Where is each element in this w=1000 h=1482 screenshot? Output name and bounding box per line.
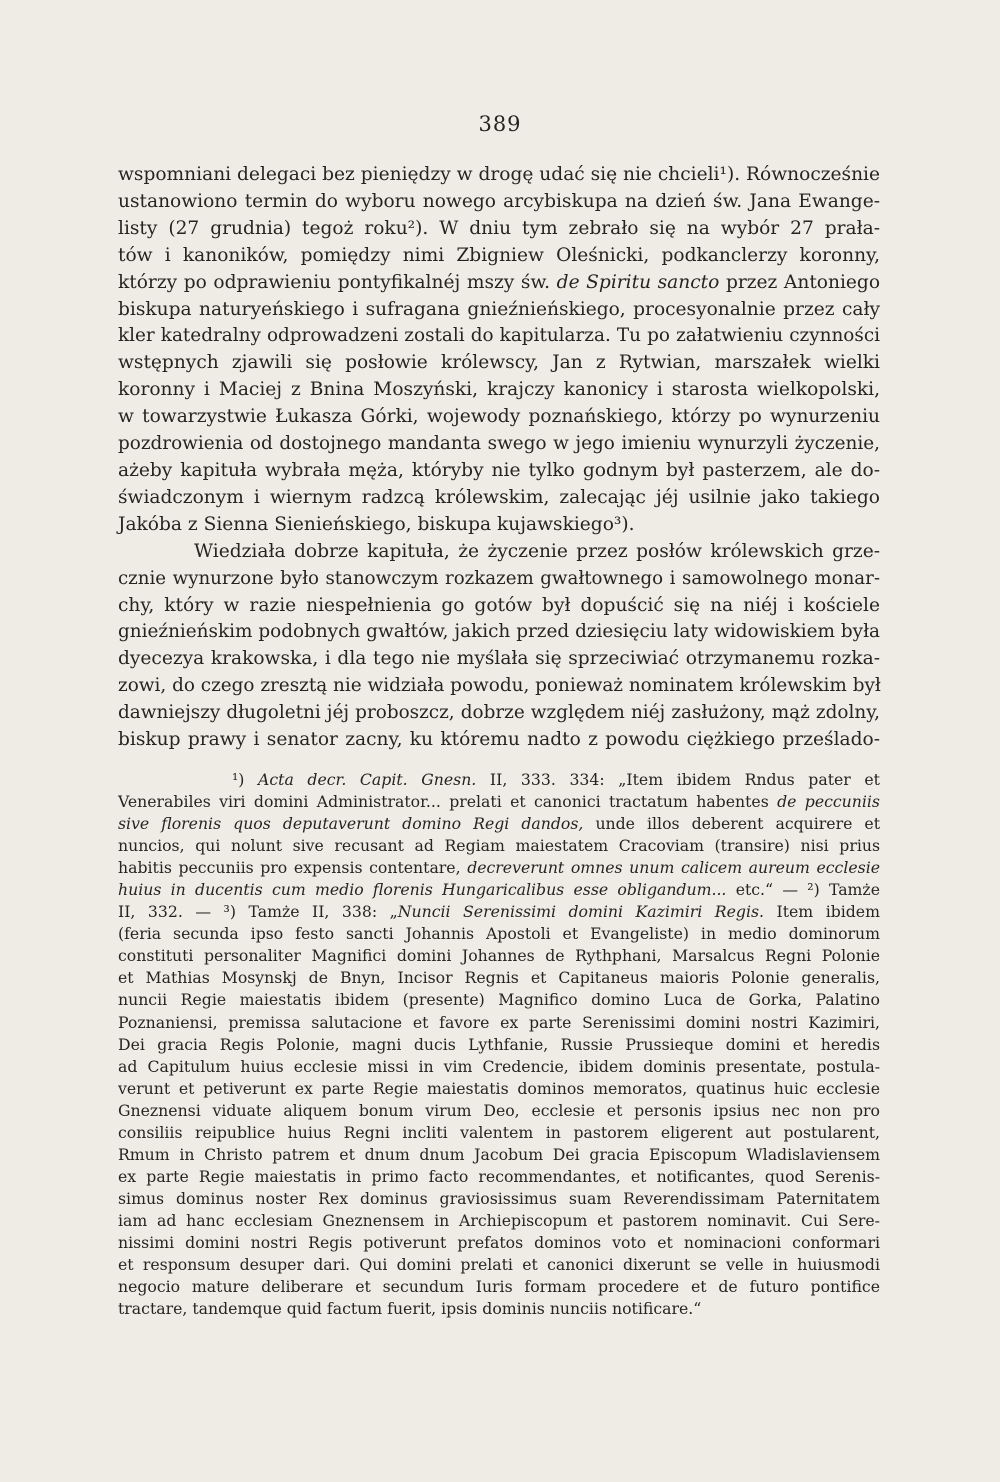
footnote-line — [118, 879, 880, 901]
text-line: w towarzystwie Łukasza Górki, wojewody poznańskiego, którzy po wynurzeniu — [118, 406, 880, 428]
text-line: biskup prawy i senator zacny, ku któremu nadto z powodu ciężkiego prześlado- — [118, 729, 880, 751]
footnote-line: simus dominus noster Rex dominus graviosissimus suam Reverendissimam Paternitatem — [118, 1188, 880, 1208]
text-line: Jakóba z Sienna Sienieńskiego, biskupa kujawskiego³). — [118, 513, 635, 535]
text-line: pozdrowienia od dostojnego mandanta swego w jego imieniu wynurzyli życzenie, — [118, 433, 880, 455]
footnote-line: consiliis reipublice huius Regni incliti valentem in pastorem eligerent aut postularent, — [118, 1122, 880, 1142]
footnote-line: iam ad hanc ecclesiam Gneznensem in Archiepiscopum et pastorem nominavit. Cui Sere- — [118, 1210, 880, 1230]
footnote-line — [118, 857, 880, 879]
footnote-line: tractare, tandemque quid factum fuerit, ipsis dominis nunciis notificare.“ — [118, 1299, 702, 1319]
italic-phrase: huius in ducentis cum medio florenis Hungaricalibus esse obligandum... — [118, 880, 727, 900]
text-line: ażeby kapituła wybrała męża, któryby nie tylko godnym był pasterzem, ale do- — [118, 459, 880, 481]
text-line: wstępnych zjawili się posłowie królewscy, Jan z Rytwian, marszałek wielki — [118, 352, 880, 374]
footnote-line: (feria secunda ipso festo sancti Johannis Apostoli et Evangeliste) in medio dominorum — [118, 924, 880, 944]
footnote-line: Rmum in Christo patrem et dnum dnum Jacobum Dei gracia Episcopum Wladislaviensem — [118, 1144, 880, 1164]
footnote-line: ex parte Regie maiestatis in primo facto recommendantes, et notificantes, quod Serenis- — [118, 1166, 880, 1186]
italic-phrase: sive florenis quos deputaverunt domino Regi dandos, — [118, 814, 584, 834]
text-line — [118, 270, 880, 297]
footnote-line: Dei gracia Regis Polonie, magni ducis Lythfanie, Russie Prussieque domini et heredis — [118, 1034, 880, 1054]
text-line: wspomniani delegaci bez pieniędzy w drogę udać się nie chcieli¹). Równocześnie — [118, 164, 880, 185]
footnote-marker: ¹) — [232, 770, 245, 789]
text-run: unde illos deberent acquirere et — [595, 814, 880, 834]
italic-phrase: de Spiritu sancto — [556, 271, 720, 293]
footnote-line — [118, 769, 880, 791]
text-line: listy (27 grudnia) tegoż roku²). W dniu tym zebrało się na wybór 27 prała- — [118, 217, 880, 239]
footnote-line — [118, 791, 880, 813]
text-line: świadczonym i wiernym radzcą królewskim, zalecając jéj usilnie jako takiego — [118, 486, 880, 508]
paragraph-first-line: Wiedziała dobrze kapituła, że życzenie przez posłów królewskich grze- — [194, 540, 880, 562]
footnotes — [118, 769, 880, 1320]
footnote-line: et responsum desuper dari. Qui domini prelati et canonici dixerunt se velle in huiusmodi — [118, 1255, 880, 1275]
footnote-line — [118, 901, 880, 923]
footnote-line: nuncios, qui nolunt sive recusant ad Regiam maiestatem Cracoviam (transire) nisi prius — [118, 836, 880, 856]
text-line: kler katedralny odprowadzeni zostali do kapitularza. Tu po załatwieniu czynności — [118, 325, 880, 347]
footnote-line — [118, 813, 880, 835]
text-line: chy, który w razie niespełnienia go gotów był dopuścić się na niéj i kościele — [118, 594, 880, 616]
text-line: ustanowiono termin do wyboru nowego arcybiskupa na dzień św. Jana Ewange- — [118, 190, 880, 212]
text-run: którzy po odprawieniu pontyfikalnéj mszy św. — [118, 271, 551, 293]
text-run: Venerabiles viri domini Administrator... prelati et canonici tractatum habentes — [118, 792, 769, 812]
italic-phrase: Acta decr. Capit. Gnesn. — [258, 770, 477, 789]
text-line: biskupa naturyeńskiego i sufragana gnieźnieńskiego, procesyonalnie przez cały — [118, 298, 880, 320]
footnote-line: Gneznensi viduate aliquem bonum virum Deo, ecclesie et personis ipsius nec non pro — [118, 1100, 880, 1120]
footnote-line: Poznaniensi, premissa salutacione et favore ex parte Serenissimi domini nostri Kazimiri, — [118, 1012, 880, 1032]
footnote-line: verunt et petiverunt ex parte Regie maiestatis dominos memoratos, quatinus huic ecclesie — [118, 1078, 880, 1098]
main-text — [118, 162, 880, 754]
page-number: 389 — [478, 112, 522, 136]
footnote-line: et Mathias Mosynskj de Bnyn, Incisor Regnis et Capitaneus maioris Polonie generalis, — [118, 968, 880, 988]
italic-phrase: decreverunt omnes unum calicem aureum ecclesie — [467, 858, 880, 878]
footnote-line: negocio mature deliberare et secundum Iuris formam procedere et de futuro pontifice — [118, 1277, 880, 1297]
text-run: II, 333. 334: „Item ibidem Rndus pater et — [489, 770, 880, 789]
text-line: tów i kanoników, pomiędzy nimi Zbigniew Oleśnicki, podkanclerzy koronny, — [118, 244, 880, 266]
italic-phrase: Nuncii Serenissimi domini Kazimiri Regis. — [397, 902, 764, 922]
footnote-line: nissimi domini nostri Regis potiverunt prefatos dominos voto et nominacioni conformari — [118, 1232, 880, 1252]
text-line: koronny i Maciej z Bnina Moszyński, krajczy kanonicy i starosta wielkopolski, — [118, 379, 880, 401]
text-run: habitis peccuniis pro expensis contentare, — [118, 858, 461, 878]
text-run: II, 332. — ³) Tamże II, 338: „ — [118, 902, 398, 922]
text-line: gnieźnieńskim podobnych gwałtów, jakich przed dziesięciu laty widowiskiem była — [118, 621, 880, 643]
text-line: zowi, do czego zresztą nie widziała powodu, ponieważ nominatem królewskim był — [118, 675, 881, 697]
text-run: Item ibidem — [776, 902, 880, 922]
footnote-line: constituti personaliter Magnifici domini Johannes de Rythphani, Marsalcus Regni Polonie — [118, 946, 880, 966]
text-line: dawniejszy długoletni jéj proboszcz, dobrze względem niéj zasłużony, mąż zdolny, — [118, 702, 880, 724]
text-run: etc.“ — ²) Tamże — [735, 880, 880, 900]
footnote-line: ad Capitulum huius ecclesie missi in vim Credencie, ibidem dominis presentate, postula- — [118, 1056, 880, 1076]
text-line: dyecezya krakowska, i dla tego nie myślała się sprzeciwiać otrzymanemu rozka- — [118, 648, 880, 670]
italic-phrase: de peccuniis — [777, 792, 880, 812]
text-run: przez Antoniego — [725, 271, 881, 293]
footnote-line: nuncii Regie maiestatis ibidem (presente) Magnifico domino Luca de Gorka, Palatino — [118, 990, 880, 1010]
text-line: cznie wynurzone było stanowczym rozkazem gwałtownego i samowolnego monar- — [118, 567, 880, 589]
